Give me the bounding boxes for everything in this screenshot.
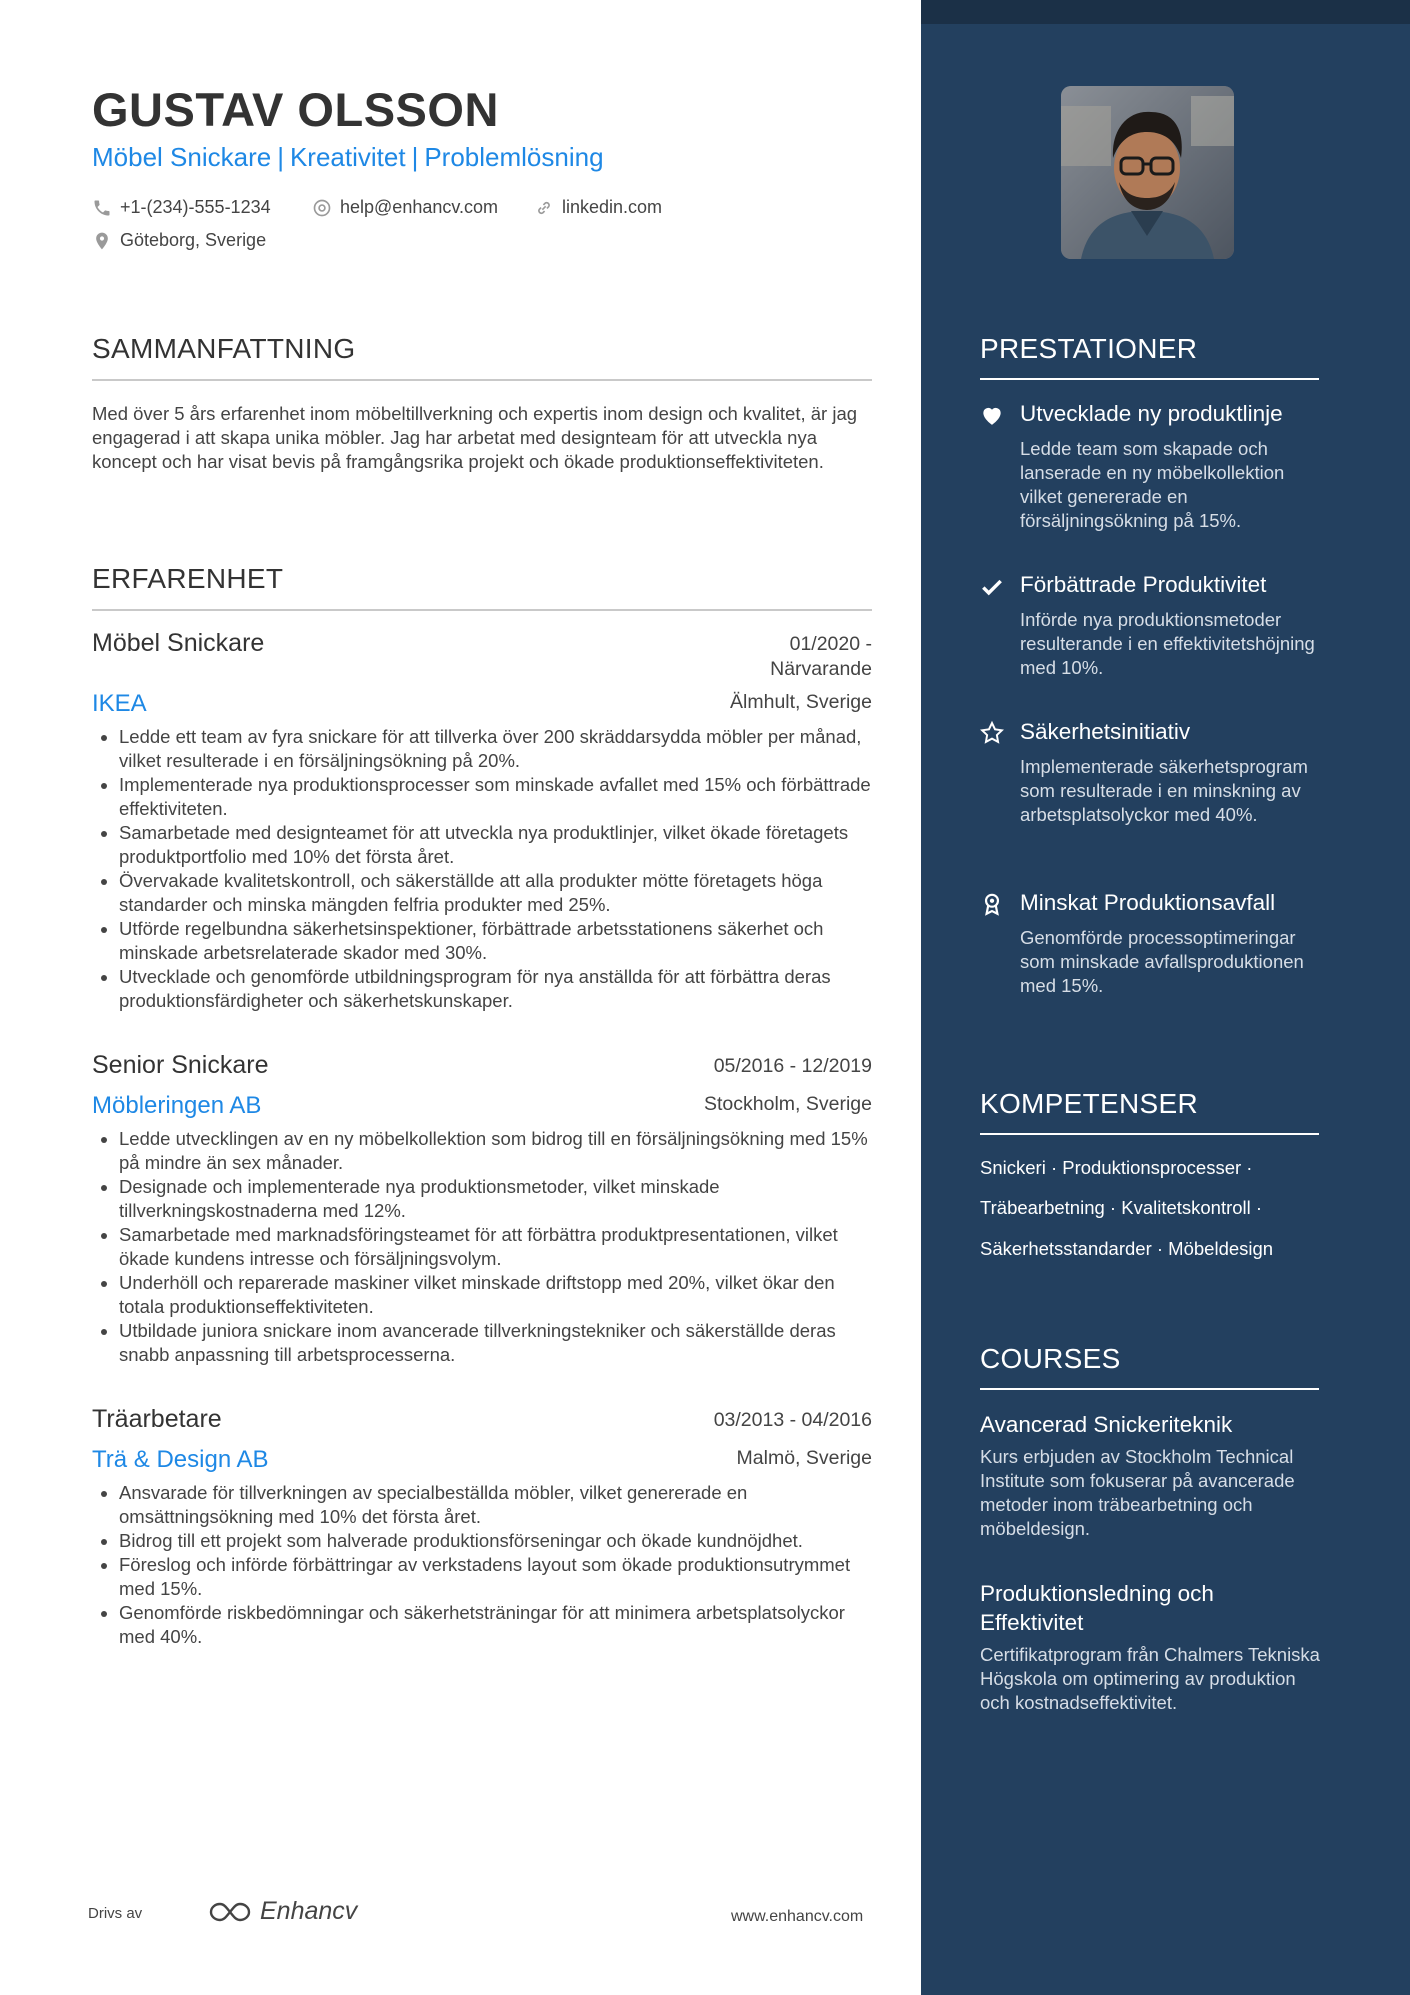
job-location: Stockholm, Sverige	[704, 1093, 872, 1115]
list-item: • Utbildade juniora snickare inom avancerade tillverkningstekniker och säkerställde deras snabb anpassning till arbetsprocesserna.	[119, 1319, 872, 1367]
powered-by-label: Drivs av	[88, 1905, 143, 1922]
list-item: • Ledde ett team av fyra snickare för att tillverka över 200 skräddarsydda möbler per månad, vilket resulterade i en försäljningsökning på 20%.	[119, 725, 872, 773]
job-title: Träarbetare	[92, 1405, 222, 1433]
achievement-desc: Införde nya produktionsmetoder resulterande i en effektivitetshöjning med 10%.	[1020, 609, 1315, 678]
job-title: Senior Snickare	[92, 1051, 269, 1079]
achievements-divider	[980, 378, 1319, 380]
skills-divider	[980, 1133, 1319, 1135]
star-icon	[979, 720, 1005, 746]
job-date	[652, 632, 872, 682]
achievement-desc: Genomförde processoptimeringar som minskade avfallsproduktionen med 15%.	[1020, 927, 1304, 996]
contact-email[interactable]	[312, 197, 498, 218]
profile-photo	[1061, 86, 1234, 259]
email-text[interactable]: help@enhancv.com	[340, 197, 499, 217]
list-item: • Övervakade kvalitetskontroll, och säkerställde att alla produkter mötte företagets höga standarder och minska mängden felfria produkter med 25%.	[119, 869, 872, 917]
skills-heading: KOMPETENSER	[980, 1088, 1199, 1119]
job-location: Malmö, Sverige	[736, 1447, 872, 1469]
linkedin-text[interactable]: linkedin.com	[562, 197, 663, 217]
list-item: • Underhöll och reparerade maskiner vilket minskade driftstopp med 20%, vilket ökar den totala produktionseffektiviteten.	[119, 1271, 872, 1319]
profile-photo-illustration	[1061, 86, 1234, 259]
course-title: Avancerad Snickeriteknik	[980, 1412, 1233, 1437]
list-item: • Implementerade nya produktionsprocesser som minskade avfallet med 15% och förbättrade effektiviteten.	[119, 773, 872, 821]
tagline-separator: |	[411, 142, 419, 172]
enhancv-logo[interactable]	[206, 1897, 357, 1926]
location-pin-icon	[92, 231, 112, 251]
tagline-separator: |	[277, 142, 284, 172]
achievement-desc: Ledde team som skapade och lanserade en ny möbelkollektion vilket genererade en försäljningsökning på 15%.	[1020, 438, 1285, 531]
tagline-trait-1: Kreativitet	[289, 142, 406, 172]
location-text: Göteborg, Sverige	[120, 230, 267, 250]
experience-divider	[92, 609, 872, 611]
tagline-trait-2: Problemlösning	[424, 142, 604, 172]
job-date-end: Närvarande	[770, 658, 872, 680]
list-item: • Utvecklade och genomförde utbildningsprogram för nya anställda för att förbättra deras produktionsfärdigheter och säkerhetskunskaper.	[119, 965, 872, 1013]
candidate-name: GUSTAV OLSSON	[92, 83, 499, 136]
contact-phone	[92, 197, 271, 218]
link-icon	[534, 198, 554, 218]
award-icon	[979, 891, 1005, 917]
company-name: Trä & Design AB	[92, 1446, 269, 1473]
contact-linkedin[interactable]	[534, 197, 662, 218]
company-name: Möbleringen AB	[92, 1092, 262, 1119]
list-item: • Genomförde riskbedömningar och säkerhetsträningar för att minimera arbetsplatsolyckor med 40%.	[119, 1601, 872, 1649]
job-bullets	[92, 725, 872, 1013]
tagline	[92, 142, 604, 173]
achievement-title: Säkerhetsinitiativ	[1020, 719, 1191, 744]
courses-heading: COURSES	[980, 1343, 1121, 1374]
job-date: 03/2013 - 04/2016	[713, 1409, 872, 1431]
courses-divider	[980, 1388, 1319, 1390]
job-bullets	[92, 1127, 872, 1367]
skills-line: Snickeri · Produktionsprocesser ·	[980, 1157, 1253, 1178]
achievement-title: Utvecklade ny produktlinje	[1020, 401, 1283, 426]
list-item: • Samarbetade med designteamet för att utveckla nya produktlinjer, vilket ökade företagets produktportfolio med 10% det första året.	[119, 821, 872, 869]
skills-line: Träbearbetning · Kvalitetskontroll ·	[980, 1197, 1263, 1218]
job-date-start: 01/2020 -	[789, 633, 872, 655]
list-item: • Föreslog och införde förbättringar av verkstadens layout som ökade produktionsutrymmet med 15%.	[119, 1553, 872, 1601]
skills-line: Säkerhetsstandarder · Möbeldesign	[980, 1238, 1274, 1259]
job-bullets	[92, 1481, 872, 1649]
job-location: Älmhult, Sverige	[730, 691, 872, 713]
achievement-title: Minskat Produktionsavfall	[1020, 890, 1276, 915]
phone-icon	[92, 198, 112, 218]
course-desc: Kurs erbjuden av Stockholm Technical Institute som fokuserar på avancerade metoder inom träbearbetning och möbeldesign.	[980, 1446, 1295, 1539]
job-title: Möbel Snickare	[92, 629, 265, 657]
tagline-role: Möbel Snickare	[92, 142, 272, 172]
course-title: Produktionsledning och Effektivitet	[980, 1581, 1214, 1635]
at-icon	[312, 198, 332, 218]
sidebar-top-bar	[921, 0, 1410, 24]
experience-heading: ERFARENHET	[92, 563, 284, 594]
summary-text: Med över 5 års erfarenhet inom möbeltillverkning och expertis inom design och kvalitet, är jag engagerad i att skapa unika möbler. Jag har arbetat med designteam för att utveckla nya koncept och har visat bevis på framgångsrika projekt och ökade produktionseffektiviteten.	[92, 403, 858, 472]
course-desc: Certifikatprogram från Chalmers Tekniska Högskola om optimering av produktion och kostnadseffektivitet.	[980, 1644, 1320, 1713]
list-item: • Ledde utvecklingen av en ny möbelkollektion som bidrog till en försäljningsökning med 15% på mindre än sex månader.	[119, 1127, 872, 1175]
heart-icon	[979, 402, 1005, 428]
enhancv-brand-text: Enhancv	[260, 1897, 358, 1925]
company-name: IKEA	[92, 690, 147, 717]
summary-divider	[92, 379, 872, 381]
achievement-desc: Implementerade säkerhetsprogram som resulterade i en minskning av arbetsplatsolyckor med 40%.	[1020, 756, 1308, 825]
list-item: • Designade och implementerade nya produktionsmetoder, vilket minskade tillverkningskostnaderna med 12%.	[119, 1175, 872, 1223]
phone-text: +1-(234)-555-1234	[120, 197, 271, 217]
check-icon	[979, 574, 1005, 600]
enhancv-logo-icon	[206, 1899, 254, 1925]
contact-location	[92, 230, 266, 251]
list-item: • Bidrog till ett projekt som halverade produktionsförseningar och ökade kundnöjdhet.	[119, 1529, 872, 1553]
summary-heading: SAMMANFATTNING	[92, 333, 356, 364]
achievements-heading: PRESTATIONER	[980, 333, 1198, 364]
list-item: • Samarbetade med marknadsföringsteamet för att förbättra produktpresentationen, vilket ökade kundens intresse och försäljningsvolym.	[119, 1223, 872, 1271]
list-item: • Ansvarade för tillverkningen av specialbeställda möbler, vilket genererade en omsättningsökning med 10% det första året.	[119, 1481, 872, 1529]
achievement-title: Förbättrade Produktivitet	[1020, 572, 1267, 597]
list-item: • Utförde regelbundna säkerhetsinspektioner, förbättrade arbetsstationens säkerhet och minskade arbetsrelaterade skador med 30%.	[119, 917, 872, 965]
job-date: 05/2016 - 12/2019	[713, 1055, 872, 1077]
footer-url[interactable]: www.enhancv.com	[731, 1908, 864, 1925]
